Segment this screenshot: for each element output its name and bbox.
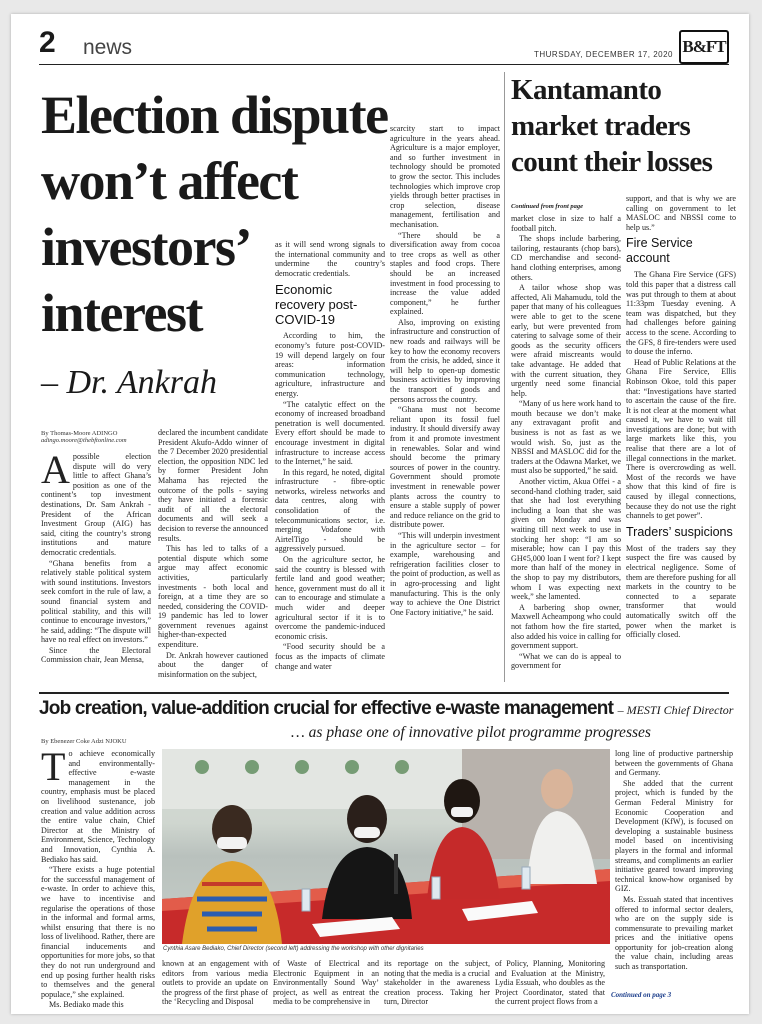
paragraph: support, and that is why we are calling on government to let MASLOC and NBSSI come to help us.” [626, 194, 736, 232]
paragraph: known at an engagement with editors from various media outlets to provide an update on the progress of the first phase of the ‘Recycling and Disposal [162, 959, 268, 1007]
paragraph: The shops include barbering, tailoring, restaurants (chop bars), CD merchandise and second-hand clothing enterprises, among others. [511, 234, 621, 282]
kantamanto-column-1 [511, 214, 621, 682]
paragraph: Also, improving on existing infrastructure and construction of new roads and railways will be key to how the economy recovers from the crisis, he added, since it will help to open-up domestic business activities by improving the transport of goods and persons across the country. [390, 317, 500, 404]
paragraph: “There exists a huge potential for the successful management of e-waste. In order to achieve this, we have to incentivise and regularise the operations of those in the informal and formal arms, whilst ensuring that there is no loss of livelihood. Rather, there are financial inducements and opportunities for more jobs, so that they do not run underground and end up posing further health risks to themselves and the general populace,” she explained. [41, 865, 155, 999]
paragraph: Another victim, Akua Offei - a second-hand clothing trader, said that she had lost everything including a loan that she was given on Monday and was waiting till next week to use in stocking her shop: “I am so miserable; how can I pay this GH¢5,000 loan I went for? I kept more than half of the money in the shop to pay my distributors, whom I was expecting next week,” she lamented. [511, 477, 621, 602]
ewaste-column-1 [41, 744, 155, 1010]
bft-logo: B&FT [679, 30, 729, 64]
paragraph: of Policy, Planning, Monitoring and Evaluation at the Ministry, Lydia Essuah, who doubles as the Project Coordinator, stated that the current project flows from a [495, 959, 605, 1007]
ewaste-right-column [615, 749, 733, 987]
paragraph: “There should be a diversification away from cocoa to tree crops as well as other staples and food crops. There should be an increased investment in food processing to increase the value added component,” he further explained. [390, 230, 500, 317]
ewaste-bottom-column-4 [495, 959, 605, 1011]
paragraph: declared the incumbent candidate President Akufo-Addo winner of the 7 December 2020 presidential election, the opposition NDC led by former President John Mahama has rejected the outcome of the polls - saying they have initiated a forensic audit of all the electoral documents and will seek a decision to reverse the announced results. [158, 428, 268, 543]
headline-text: Job creation, value-addition crucial for effective e-waste management [39, 698, 614, 719]
headline-line: market traders [511, 110, 691, 142]
ewaste-bottom-column-2 [273, 959, 379, 1011]
page-number: 2 [39, 26, 56, 59]
paragraph: o achieve economically and environmentally-effective e-waste management in the country, emphasis must be placed on livelihood sustenance, job creation and value addition across the entire value chain, Chief Director at the Ministry of Environment, Science, Technology and Innovation, Cynthia A. Bediako has said. [41, 749, 155, 864]
ewaste-subheadline: … as phase one of innovative pilot programme progresses [291, 724, 651, 741]
byline-name: By Thomas-Moore ADINGO [41, 430, 118, 437]
paragraph: Head of Public Relations at the Ghana Fire Service, Ellis Robinson Okoe, told this paper that: “Investigations have started to ascertain the cause of the fire. It is not clear at the moment what caused it, we have to wait till investigations are done; but with large markets like this, you realise that there are a lot of illegal connections in the market. There is overcrowding as well. Most of the records we have show that this kind of fire is caused by illegal connections, because they do not use the right channels to get power”. [626, 357, 736, 521]
ewaste-byline: By Ebenezer Coke Adzi NJOKU [41, 738, 127, 745]
paragraph: Dr. Ankrah however cautioned about the danger of misinformation on the subject, [158, 650, 268, 679]
byline-email: adingo.moore@thebftonline.com [41, 437, 127, 444]
headline-line: Election dispute [41, 85, 388, 145]
lead-column-2 [158, 428, 268, 690]
paragraph: She added that the current project, which is funded by the German Federal Ministry for Economic Cooperation and Development (KfW), is focused on developing a sustainable business model based on incentivising players in the formal and informal streams, and compliments an earlier initiative geared toward improving technical know-how organised by GIZ. [615, 778, 733, 894]
continued-on-label: Continued on page 3 [611, 991, 672, 999]
section-label: news [83, 36, 133, 59]
paragraph: This has led to talks of a potential dispute which some argue may affect economic activities, particularly investments - both local and foreign, at a time they are so needed, considering the COVID-19 pandemic has led to lower government revenues against higher-than-expected expenditure. [158, 544, 268, 650]
masthead [39, 26, 729, 65]
paragraph: The Ghana Fire Service (GFS) told this paper that a distress call was put through to them at about 11:33pm Tuesday evening. A team was dispatched, but they had challenges before gaining access to the scene. According to the GFS, 8 fire-tenders were used to douse the inferno. [626, 270, 736, 357]
drop-cap: T [41, 744, 66, 789]
issue-date: THURSDAY, DECEMBER 17, 2020 [533, 50, 673, 59]
paragraph: long line of productive partnership between the governments of Ghana and Germany. [615, 749, 733, 778]
paragraph: possible election dispute will do very little to affect Ghana’s position as one of the continent’s top investment destinations, Dr. Sam Ankrah - President of the African Investment Group (AIG) has said, citing the country’s strong institutions and mature democratic credentials. [41, 452, 151, 557]
kantamanto-headline [511, 72, 741, 180]
ewaste-bottom-column-1 [162, 959, 268, 1011]
ewaste-headline [39, 698, 739, 721]
lead-column-3 [275, 240, 385, 690]
paragraph: “Food security should be a focus as the impacts of climate change and water [275, 642, 385, 671]
subhead-economic-recovery: Economic recovery post-COVID-19 [275, 282, 358, 328]
paragraph: scarcity start to impact agriculture in the years ahead. Agriculture is a major employer, and so further investment in technology should be promoted to grow the sector. This includes technologies which improve crop yields through better practises in crop selection, disease management, fertilisation and mechanisation. [390, 124, 500, 229]
column-divider [504, 72, 505, 682]
paragraph: its reportage on the subject, noting that the media is a crucial stakeholder in the awareness creation process. Taking her turn, Director [384, 959, 490, 1007]
paragraph: of Waste of Electrical and Electronic Equipment in an Environmentally Sound Way’ project, as well as entreat the media to be comprehensive in [273, 959, 379, 1007]
paragraph: “Ghana must not become reliant upon its fossil fuel industry. It should diversify away from it and promote investment in renewables. Solar and wind should become the primary sources of power in the country. Government should promote investment in renewable power plants across the country to ensure a stable supply of power and reduce reliance on the grid to distribute power. [390, 405, 500, 530]
paragraph: “Ghana benefits from a relatively stable political system with sound institutions. Investors seek comfort in the rule of law, a sound financial system and political stability, and this will continue to encourage investors,” he said, adding: “The dispute will have no real effect on investors.” [41, 558, 151, 645]
ewaste-bottom-column-3 [384, 959, 490, 1011]
paragraph: According to him, the economy’s future post-COVID-19 will depend largely on four areas: information communication technology, agriculture, infrastructure and energy. [275, 331, 385, 398]
paragraph: Ms. Bediako made this [49, 1000, 124, 1010]
workshop-photo-illustration [162, 749, 610, 944]
paragraph: A tailor whose shop was affected, Ali Mahamudu, told the paper that many of his colleagues were able to get to the scene early, but were prevented from catering to salvage some of their goods as the security officers were afraid miscreants would take advantage. He added that with the current situation, they urgently need some financial help. [511, 283, 621, 398]
section-rule [39, 692, 729, 694]
paragraph: In this regard, he noted, digital infrastructure - fibre-optic networks, wireless networks and data centres, along with consolidation of the telecommunications sector, i.e. merging Vodafone with AirtelTigo - should be aggressively pursued. [275, 467, 385, 554]
lead-byline [41, 430, 127, 444]
paragraph: as it will send wrong signals to the international community and undermine the country’s democratic credentials. [275, 240, 385, 278]
paragraph: “The catalytic effect on the economy of increased broadband penetration is well documented. Every effort should be made to encourage investment in digital infrastructure to increase access to the Internet,” he said. [275, 399, 385, 467]
paragraph: “What we can do is appeal to government for [511, 651, 621, 671]
drop-cap: A [41, 447, 70, 492]
subhead-traders-suspicions: Traders’ suspicions [626, 524, 733, 539]
paragraph: Most of the traders say they suspect the fire was caused by electrical negligence. Some of them are therefore pushing for all markets in the country to be connected to a separate transformer that would automatically switch off the power when the market is officially closed. [626, 543, 736, 640]
lead-kicker: – Dr. Ankrah [41, 364, 217, 401]
headline-credit: – MESTI Chief Director [617, 703, 734, 717]
subhead-fire-service: Fire Service account [626, 236, 693, 266]
lead-column-1 [41, 447, 151, 690]
paragraph: “This will underpin investment in the agriculture sector – for example, warehousing and refrigeration facilities closer to the point of production, as well as in agro-processing and light manufacturing. This is the only way to achieve the One District One Factory initiative,” he said. [390, 530, 500, 617]
headline-line: interest [41, 283, 202, 343]
newspaper-page [11, 14, 749, 1014]
lead-column-4 [390, 124, 500, 690]
continued-from-label: Continued from front page [511, 203, 584, 210]
headline-line: investors’ [41, 217, 251, 277]
paragraph: On the agriculture sector, he said the country is blessed with fertile land and good weather; hence, government must do all it can to encourage and stimulate a much wider and deeper agricultural sector if it is to overcome the pandemic-induced economic crisis. [275, 555, 385, 641]
headline-line: Kantamanto [511, 74, 662, 106]
kantamanto-column-2 [626, 194, 736, 682]
paragraph: “Many of us here work hand to mouth because we don’t make any extravagant profit and business is not as fast as we would wish. So, just as the NBSSI and MASLOC did for the traders at the Odawna Market, we must also be supported,” he said. [511, 399, 621, 476]
photo-caption: Cynthia Asare Bediako, Chief Director (second left) addressing the workshop with other dignitaries [163, 946, 424, 952]
headline-line: won’t affect [41, 151, 298, 211]
paragraph: Since the Electoral Commission chair, Jean Mensa, [41, 645, 151, 665]
paragraph: market close in size to half a football pitch. [511, 214, 621, 233]
paragraph: A barbering shop owner, Maxwell Acheampong who could not fathom how the fire started, also added his voice in calling for government support. [511, 602, 621, 651]
headline-line: count their losses [511, 146, 713, 178]
workshop-photo [162, 749, 610, 944]
paragraph: Ms. Essuah stated that incentives offered to informal sector dealers, who are on the supply side is commensurate to prevailing market prices and the initiative opens opportunity for job-creation along the value chain, including areas such as transportation. [615, 894, 733, 972]
